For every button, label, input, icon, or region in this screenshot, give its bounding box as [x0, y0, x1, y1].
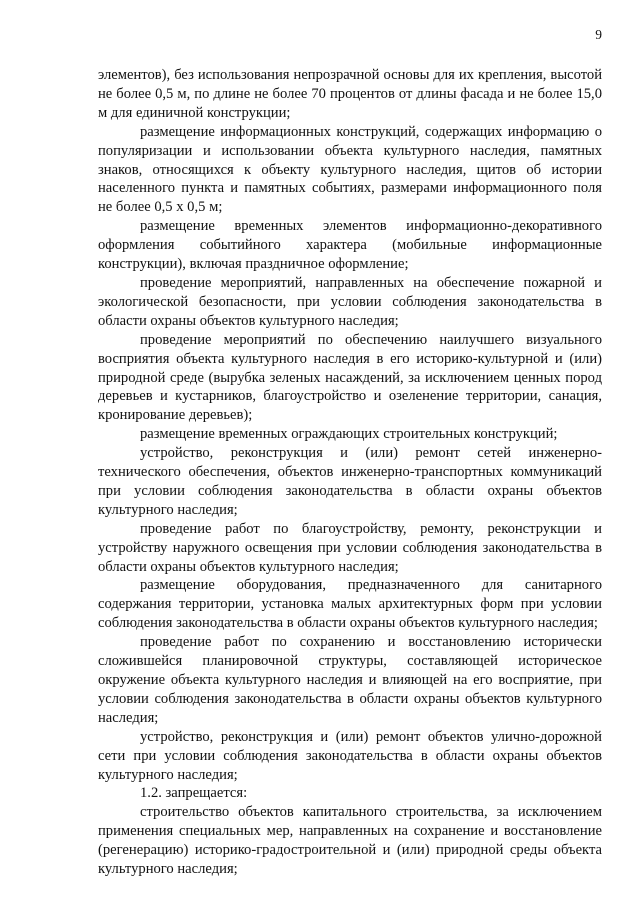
- document-body: [98, 66, 602, 879]
- section-heading-prohibited: 1.2. запрещается:: [140, 785, 248, 802]
- paragraph-temporary-fencing: размещение временных ограждающих строительных конструкций;: [140, 426, 558, 443]
- page-number: 9: [595, 27, 602, 42]
- paragraph-information-constructions: размещение информационных конструкций, содержащих информацию о популяризации и использовании объекта культурного наследия, памятных знаков, относящихся к объекту культурного наследия, щитов об истории населенного пункта и памятных событиях, размерами информационного поля не более 0,5 х 0,5 м;: [98, 123, 602, 216]
- paragraph-temporary-decorations: размещение временных элементов информационно-декоративного оформления событийного характера (мобильные информационные конструкции), включая праздничное оформление;: [98, 218, 602, 273]
- paragraph-visual-perception: проведение мероприятий по обеспечению наилучшего визуального восприятия объекта культурного наследия в его историко-культурной и (или) природной среде (вырубка зеленых насаждений, за исключением ценных пород деревьев и кустарников, благоустройство и озеленение территории, санация, кронирование деревьев);: [98, 331, 602, 424]
- paragraph-engineering-networks: устройство, реконструкция и (или) ремонт сетей инженерно-технического обеспечения, объектов инженерно-транспортных коммуникаций при условии соблюдения законодательства в области охраны объектов культурного наследия;: [98, 445, 602, 518]
- paragraph-outdoor-lighting: проведение работ по благоустройству, ремонту, реконструкции и устройству наружного освещения при условии соблюдения законодательства в области охраны объектов культурного наследия;: [98, 520, 602, 575]
- paragraph-road-network: устройство, реконструкция и (или) ремонт объектов улично-дорожной сети при условии соблюдения законодательства в области охраны объектов культурного наследия;: [98, 728, 602, 783]
- paragraph-sanitary-equipment: размещение оборудования, предназначенного для санитарного содержания территории, установка малых архитектурных форм при условии соблюдения законодательства в области охраны объектов культурного наследия;: [98, 577, 602, 632]
- paragraph-fire-ecological-safety: проведение мероприятий, направленных на обеспечение пожарной и экологической безопасности, при условии соблюдения законодательства в области охраны объектов культурного наследия;: [98, 274, 602, 329]
- paragraph-capital-construction: строительство объектов капитального строительства, за исключением применения специальных мер, направленных на сохранение и восстановление (регенерацию) историко-градостроительной и (или) природной среды объекта культурного наследия;: [98, 804, 602, 878]
- paragraph-planning-structure: проведение работ по сохранению и восстановлению исторически сложившейся планировочной структуры, составляющей историческое окружение объекта культурного наследия и влияющей на его восприятие, при условии соблюдения законодательства в области охраны объектов культурного наследия;: [98, 634, 602, 726]
- paragraph-facade-constructions: элементов), без использования непрозрачной основы для их крепления, высотой не более 0,5 м, по длине не более 70 процентов от длины фасада и не более 15,0 м для единичной конструкции;: [98, 67, 602, 121]
